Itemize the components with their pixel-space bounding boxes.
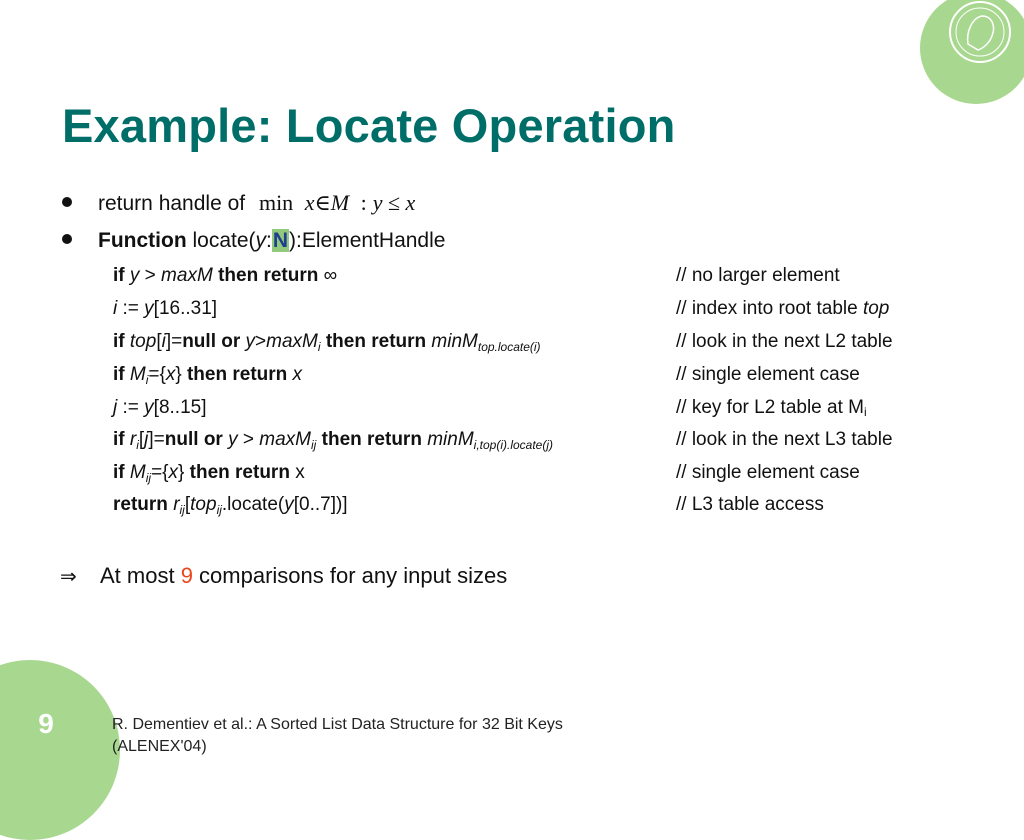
bullet-return-handle: return handle of min x∈M : y ≤ x (62, 190, 415, 216)
code-line-8: return $r_{ij}[top_{ij}.locate(y[0..7])]$ (113, 494, 348, 517)
page-number-badge (0, 660, 120, 840)
code-comment-4: // single element case (676, 364, 860, 385)
conclusion: ⇒ At most 9 comparisons for any input sizes (60, 563, 508, 588)
code-line-4: if $M_i=\{x\}$ then return x (113, 364, 303, 387)
code-line-1: if y > maxM then return ∞ (113, 265, 338, 286)
bullet-function-signature: Function locate(y:N):ElementHandle (62, 229, 445, 253)
code-line-3: if top[i]=null or y>maxM$_i$ then return minM$_{top.locate(i)}$ (113, 331, 541, 354)
code-comment-7: // single element case (676, 462, 860, 483)
page-number: 9 (38, 708, 54, 739)
code-comment-2: // index into root table top (676, 298, 890, 319)
code-comment-3: // look in the next L2 table (676, 331, 893, 352)
code-comment-1: // no larger element (676, 265, 840, 286)
bullet-dot (62, 234, 72, 244)
comparison-count: 9 (180, 563, 193, 588)
institute-logo (920, 0, 1024, 104)
code-line-7: if $M_{ij}=\{x\}$ then return x (113, 462, 305, 485)
code-comment-5: // key for L2 table at $M_i$ (676, 397, 867, 419)
footer-citation: R. Dementiev et al.: A Sorted List Data Structure for 32 Bit Keys (ALENEX'04) (112, 716, 563, 755)
code-line-6: if $r_i[j]=null$ or y > maxM$_{ij}$ then return minM$_{i,top(i).locate(j)}$ (113, 429, 554, 452)
bullet-dot (62, 197, 72, 207)
naturals-symbol: N (272, 229, 289, 252)
code-comment-8: // L3 table access (676, 494, 824, 515)
implies-arrow-icon: ⇒ (60, 566, 77, 588)
code-line-5: j := y[8..15] (113, 397, 207, 418)
code-comment-6: // look in the next L3 table (676, 429, 893, 450)
slide-title: Example: Locate Operation (62, 99, 676, 152)
min-formula: min x∈M : y ≤ x (258, 190, 416, 215)
code-line-2: i := y[16..31] (113, 298, 218, 319)
